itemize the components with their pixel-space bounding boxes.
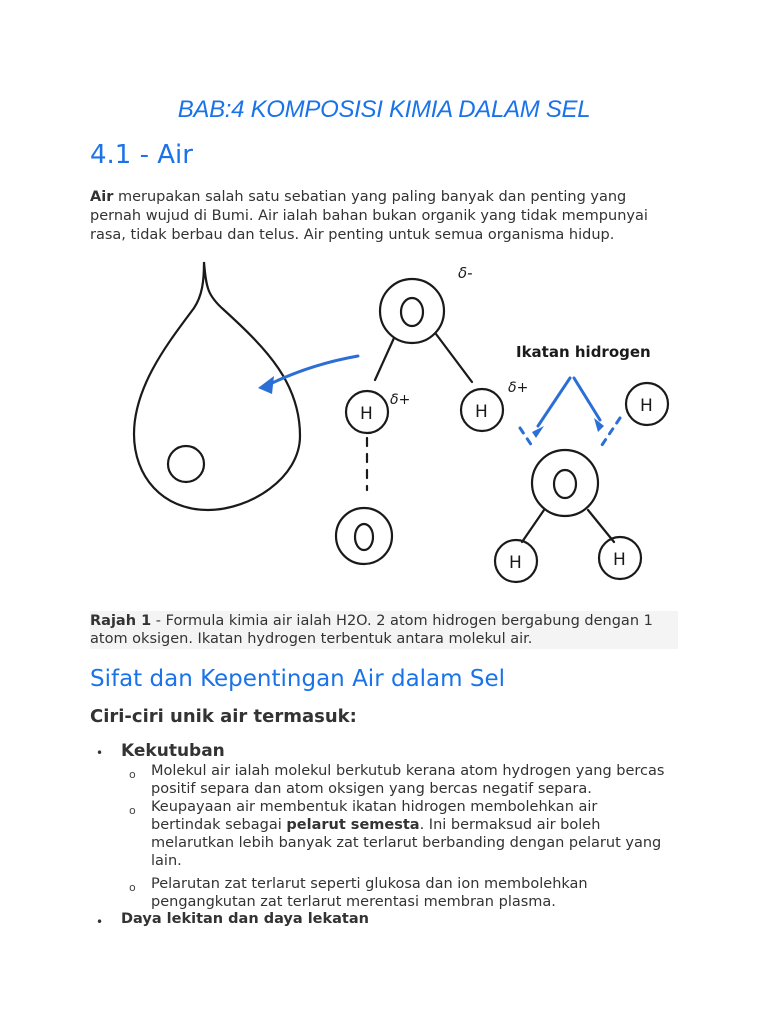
h-bl-label: H bbox=[509, 553, 522, 573]
delta-plus-right-label: δ+ bbox=[508, 380, 529, 396]
sub-item-1: Molekul air ialah molekul berkutub kerana atom hydrogen yang bercas positif separa dan atom oksigen yang bercas negatif separa. bbox=[151, 763, 665, 797]
delta-plus-left-label: δ+ bbox=[390, 392, 411, 408]
intro-text: merupakan salah satu sebatian yang paling banyak dan penting yang pernah wujud di Bumi. Air ialah bahan bukan organik yang tidak mempunyai rasa, tidak berbau dan telus. Air penting untuk semua organisma hidup. bbox=[90, 189, 648, 243]
water-molecule-figure bbox=[128, 258, 678, 592]
intro-bold-term: Air bbox=[90, 189, 114, 205]
oxygen-atom-top bbox=[380, 279, 444, 343]
sub-item-2-bold: pelarut semesta bbox=[286, 817, 420, 833]
subsection-heading: Sifat dan Kepentingan Air dalam Sel bbox=[90, 666, 505, 692]
sub-item-2 bbox=[151, 798, 671, 870]
caption-text: - Formula kimia air ialah H2O. 2 atom hidrogen bergabung dengan 1 atom oksigen. Ikatan hydrogen terbentuk antara molekul air. bbox=[90, 613, 653, 647]
hydrogen-bond-label: Ikatan hidrogen bbox=[516, 343, 651, 361]
h-left-label: H bbox=[360, 404, 373, 424]
list-item-kekutuban: Kekutuban bbox=[121, 741, 225, 761]
oxygen-atom-bottom bbox=[336, 508, 392, 564]
h-right-label: H bbox=[475, 402, 488, 422]
hbond-arrow-left bbox=[538, 378, 570, 426]
intro-paragraph bbox=[90, 188, 680, 245]
caption-bold: Rajah 1 bbox=[90, 613, 152, 629]
sub-marker: o bbox=[129, 804, 136, 817]
sub-item-3: Pelarutan zat terlarut seperti glukosa dan ion membolehkan pengangkutan zat terlarut merentasi membran plasma. bbox=[151, 876, 588, 910]
sub-item-2-text-a: Keupayaan air membentuk ikatan hidrogen membolehkan air bertindak sebagai bbox=[151, 799, 598, 833]
hbond-arrow-right bbox=[574, 378, 600, 420]
figure-caption bbox=[90, 611, 678, 649]
oxygen-atom-right bbox=[532, 450, 598, 516]
section-heading: 4.1 - Air bbox=[90, 140, 193, 170]
document-title: BAB:4 KOMPOSISI KIMIA DALAM SEL bbox=[177, 96, 591, 123]
sub-marker: o bbox=[129, 881, 136, 894]
bullet-dot: • bbox=[96, 746, 104, 760]
sub-item-2-text-b: . Ini bermaksud air boleh melarutkan lebih banyak zat terlarut berbanding dengan pelarut yang lain. bbox=[151, 817, 662, 869]
delta-minus-label: δ- bbox=[458, 264, 473, 282]
sub-marker: o bbox=[129, 768, 136, 781]
subheading: Ciri-ciri unik air termasuk: bbox=[90, 706, 357, 727]
h-br-label: H bbox=[613, 550, 626, 570]
list-item-daya: Daya lekitan dan daya lekatan bbox=[121, 911, 369, 927]
water-drop-outline bbox=[134, 262, 300, 510]
h-fr-label: H bbox=[640, 396, 653, 416]
drop-small-atom bbox=[168, 446, 204, 482]
bullet-dot: • bbox=[96, 915, 104, 929]
oxygen-letter-top bbox=[401, 298, 423, 326]
